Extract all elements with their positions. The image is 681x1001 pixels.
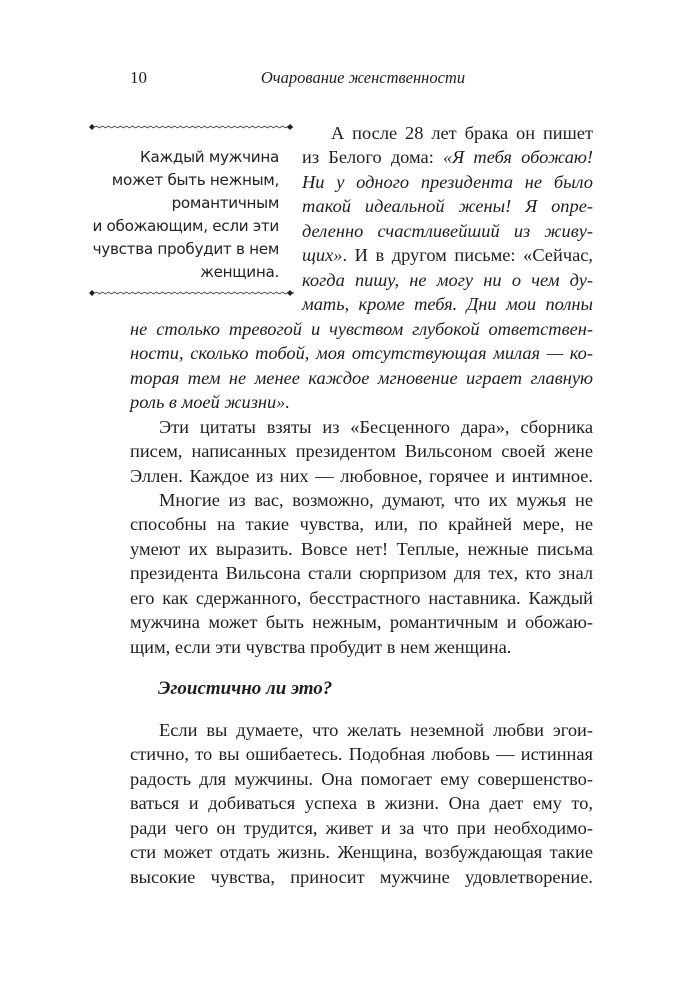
pull-quote-line: и обожающим, если эти bbox=[92, 217, 279, 235]
pull-quote-text bbox=[88, 146, 279, 284]
section-heading: Эгоистично ли это? bbox=[158, 678, 333, 699]
pull-quote-line: чувства пробудит в нем bbox=[92, 240, 279, 258]
pull-quote-line: может быть нежным, bbox=[111, 171, 279, 189]
text-line: Эллен. Каждое из них — любовное, горячее и интимное. bbox=[130, 465, 593, 486]
text-line: высокие чувства, приносит мужчине удовлетворение. bbox=[130, 866, 593, 887]
pull-quote-box bbox=[88, 120, 294, 300]
text-line: Если вы думаете, что желать неземной любви эгои- bbox=[159, 720, 593, 740]
text-line: радость для мужчины. Она помогает ему совершенство- bbox=[130, 768, 593, 789]
text-line: деленно счастливейший из живу- bbox=[302, 220, 593, 241]
text-line: стично, то вы ошибаетесь. Подобная любовь — истинная bbox=[130, 744, 593, 765]
paragraph-2 bbox=[130, 488, 593, 659]
text-line: такой идеальной жены! Я опре- bbox=[302, 196, 593, 217]
section-paragraph bbox=[130, 718, 593, 889]
text-line: его как сдержанного, бесстрастного наставника. Каждый bbox=[130, 587, 593, 608]
text-line: мать, кроме тебя. Дни мои полны bbox=[302, 294, 593, 315]
pull-quote-line: Каждый мужчина bbox=[140, 148, 279, 166]
text-line: Ни у одного президента не было bbox=[302, 171, 593, 192]
paragraph-1 bbox=[130, 415, 593, 488]
text-line: мужчина может быть нежным, романтичным и обожаю- bbox=[130, 612, 593, 633]
text-line: способны на такие чувства, или, по крайней мере, не bbox=[130, 514, 593, 535]
page-number: 10 bbox=[130, 68, 147, 87]
text-line: щих». И в другом письме: «Сейчас, bbox=[302, 245, 593, 266]
text-line: умеют их выразить. Вовсе нет! Теплые, нежные письма bbox=[130, 538, 593, 559]
text-line: роль в моей жизни». bbox=[130, 392, 290, 413]
text-line: щим, если эти чувства пробудит в нем женщина. bbox=[130, 636, 512, 657]
text-line: когда пишу, не могу ни о чем ду- bbox=[302, 269, 593, 290]
ornamental-rule-top-icon bbox=[88, 121, 294, 133]
text-line: сти может отдать жизнь. Женщина, возбуждающая такие bbox=[130, 842, 593, 863]
quote-continuation bbox=[130, 317, 593, 415]
ornamental-rule-bottom-icon bbox=[88, 287, 294, 299]
text-line: не столько тревогой и чувством глубокой ответствен- bbox=[130, 319, 593, 339]
text-line: президента Вильсона стали сюрпризом для тех, кто знал bbox=[130, 563, 593, 584]
text-line: Многие из вас, возможно, думают, что их мужья не bbox=[159, 490, 593, 510]
pull-quote-line: женщина. bbox=[200, 263, 279, 281]
text-line: ности, сколько тобой, моя отсутствующая милая — ко- bbox=[130, 343, 593, 364]
running-header-title: Очарование женственности bbox=[260, 68, 466, 87]
wrapped-paragraph bbox=[302, 121, 593, 317]
text-line: Эти цитаты взяты из «Бесценного дара», сборника bbox=[159, 417, 593, 437]
text-line: торая тем не менее каждое мгновение играет главную bbox=[130, 367, 593, 388]
text-line: ради чего он трудится, живет и за что при необходимо- bbox=[130, 817, 593, 838]
pull-quote-line: романтичным bbox=[171, 194, 279, 212]
text-line: ваться и добиваться успеха в жизни. Она дает ему то, bbox=[130, 793, 593, 814]
text-line: писем, написанных президентом Вильсоном своей жене bbox=[130, 441, 593, 462]
text-line: из Белого дома: «Я тебя обожаю! bbox=[302, 147, 593, 168]
text-line: А после 28 лет брака он пишет bbox=[331, 123, 593, 143]
